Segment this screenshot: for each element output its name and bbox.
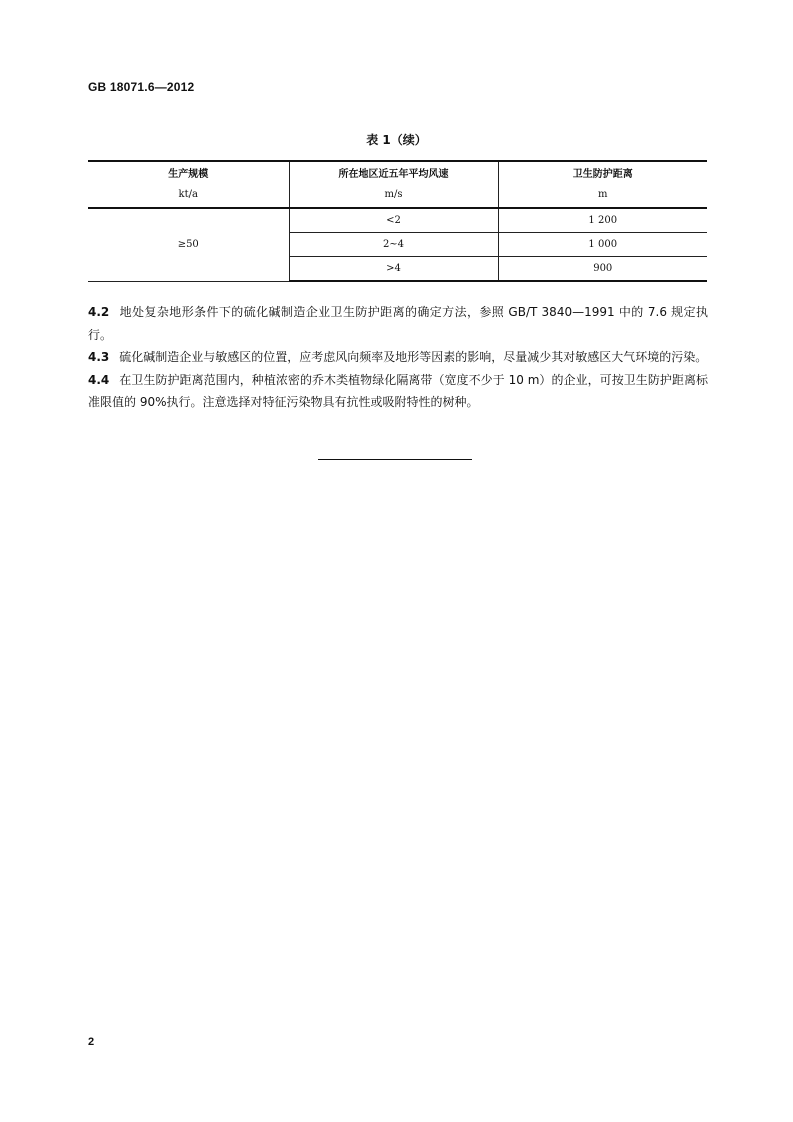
- column-header-wind-speed: [289, 161, 498, 208]
- clause-text: 地处复杂地形条件下的硫化碱制造企业卫生防护距离的确定方法，参照 GB/T 3840—1991 中的 7.6 规定执行。: [88, 305, 708, 342]
- column-header-distance: [498, 161, 707, 208]
- table-caption: 表 1（续）: [366, 133, 427, 147]
- column-header-unit: m/s: [384, 188, 403, 200]
- page-number: 2: [88, 1036, 95, 1048]
- cell-wind-speed: 2~4: [289, 233, 498, 257]
- column-header-unit: m: [598, 188, 608, 200]
- cell-wind-speed: >4: [289, 257, 498, 282]
- clause-list: [88, 301, 708, 414]
- end-rule: [318, 459, 472, 460]
- column-header-label: 卫生防护距离: [572, 168, 633, 180]
- column-header-label: 所在地区近五年平均风速: [338, 168, 449, 180]
- cell-distance: 900: [498, 257, 707, 282]
- cell-wind-speed: <2: [289, 208, 498, 233]
- clause-number: 4.2: [88, 305, 110, 319]
- clause-text: 在卫生防护距离范围内，种植浓密的乔木类植物绿化隔离带（宽度不少于 10 m）的企业，可按卫生防护距离标准限值的 90%执行。注意选择对特征污染物具有抗性或吸附特性的树种。: [88, 372, 708, 409]
- cell-distance: 1 000: [498, 233, 707, 257]
- clause-number: 4.3: [88, 350, 110, 364]
- clause-4-2: [88, 301, 708, 346]
- column-header-label: 生产规模: [168, 168, 209, 180]
- clause-4-4: [88, 369, 708, 414]
- standard-code: GB 18071.6—2012: [88, 80, 195, 94]
- table-header-row: [88, 161, 707, 208]
- clause-text: 硫化碱制造企业与敏感区的位置，应考虑风向频率及地形等因素的影响，尽量减少其对敏感区大气环境的污染。: [119, 350, 708, 364]
- table-row: [88, 208, 707, 233]
- clause-4-3: [88, 346, 708, 369]
- cell-scale: ≥50: [88, 208, 289, 281]
- distance-table: [88, 160, 707, 282]
- column-header-unit: kt/a: [178, 188, 198, 200]
- clause-number: 4.4: [88, 372, 110, 387]
- column-header-scale: [88, 161, 289, 208]
- cell-distance: 1 200: [498, 208, 707, 233]
